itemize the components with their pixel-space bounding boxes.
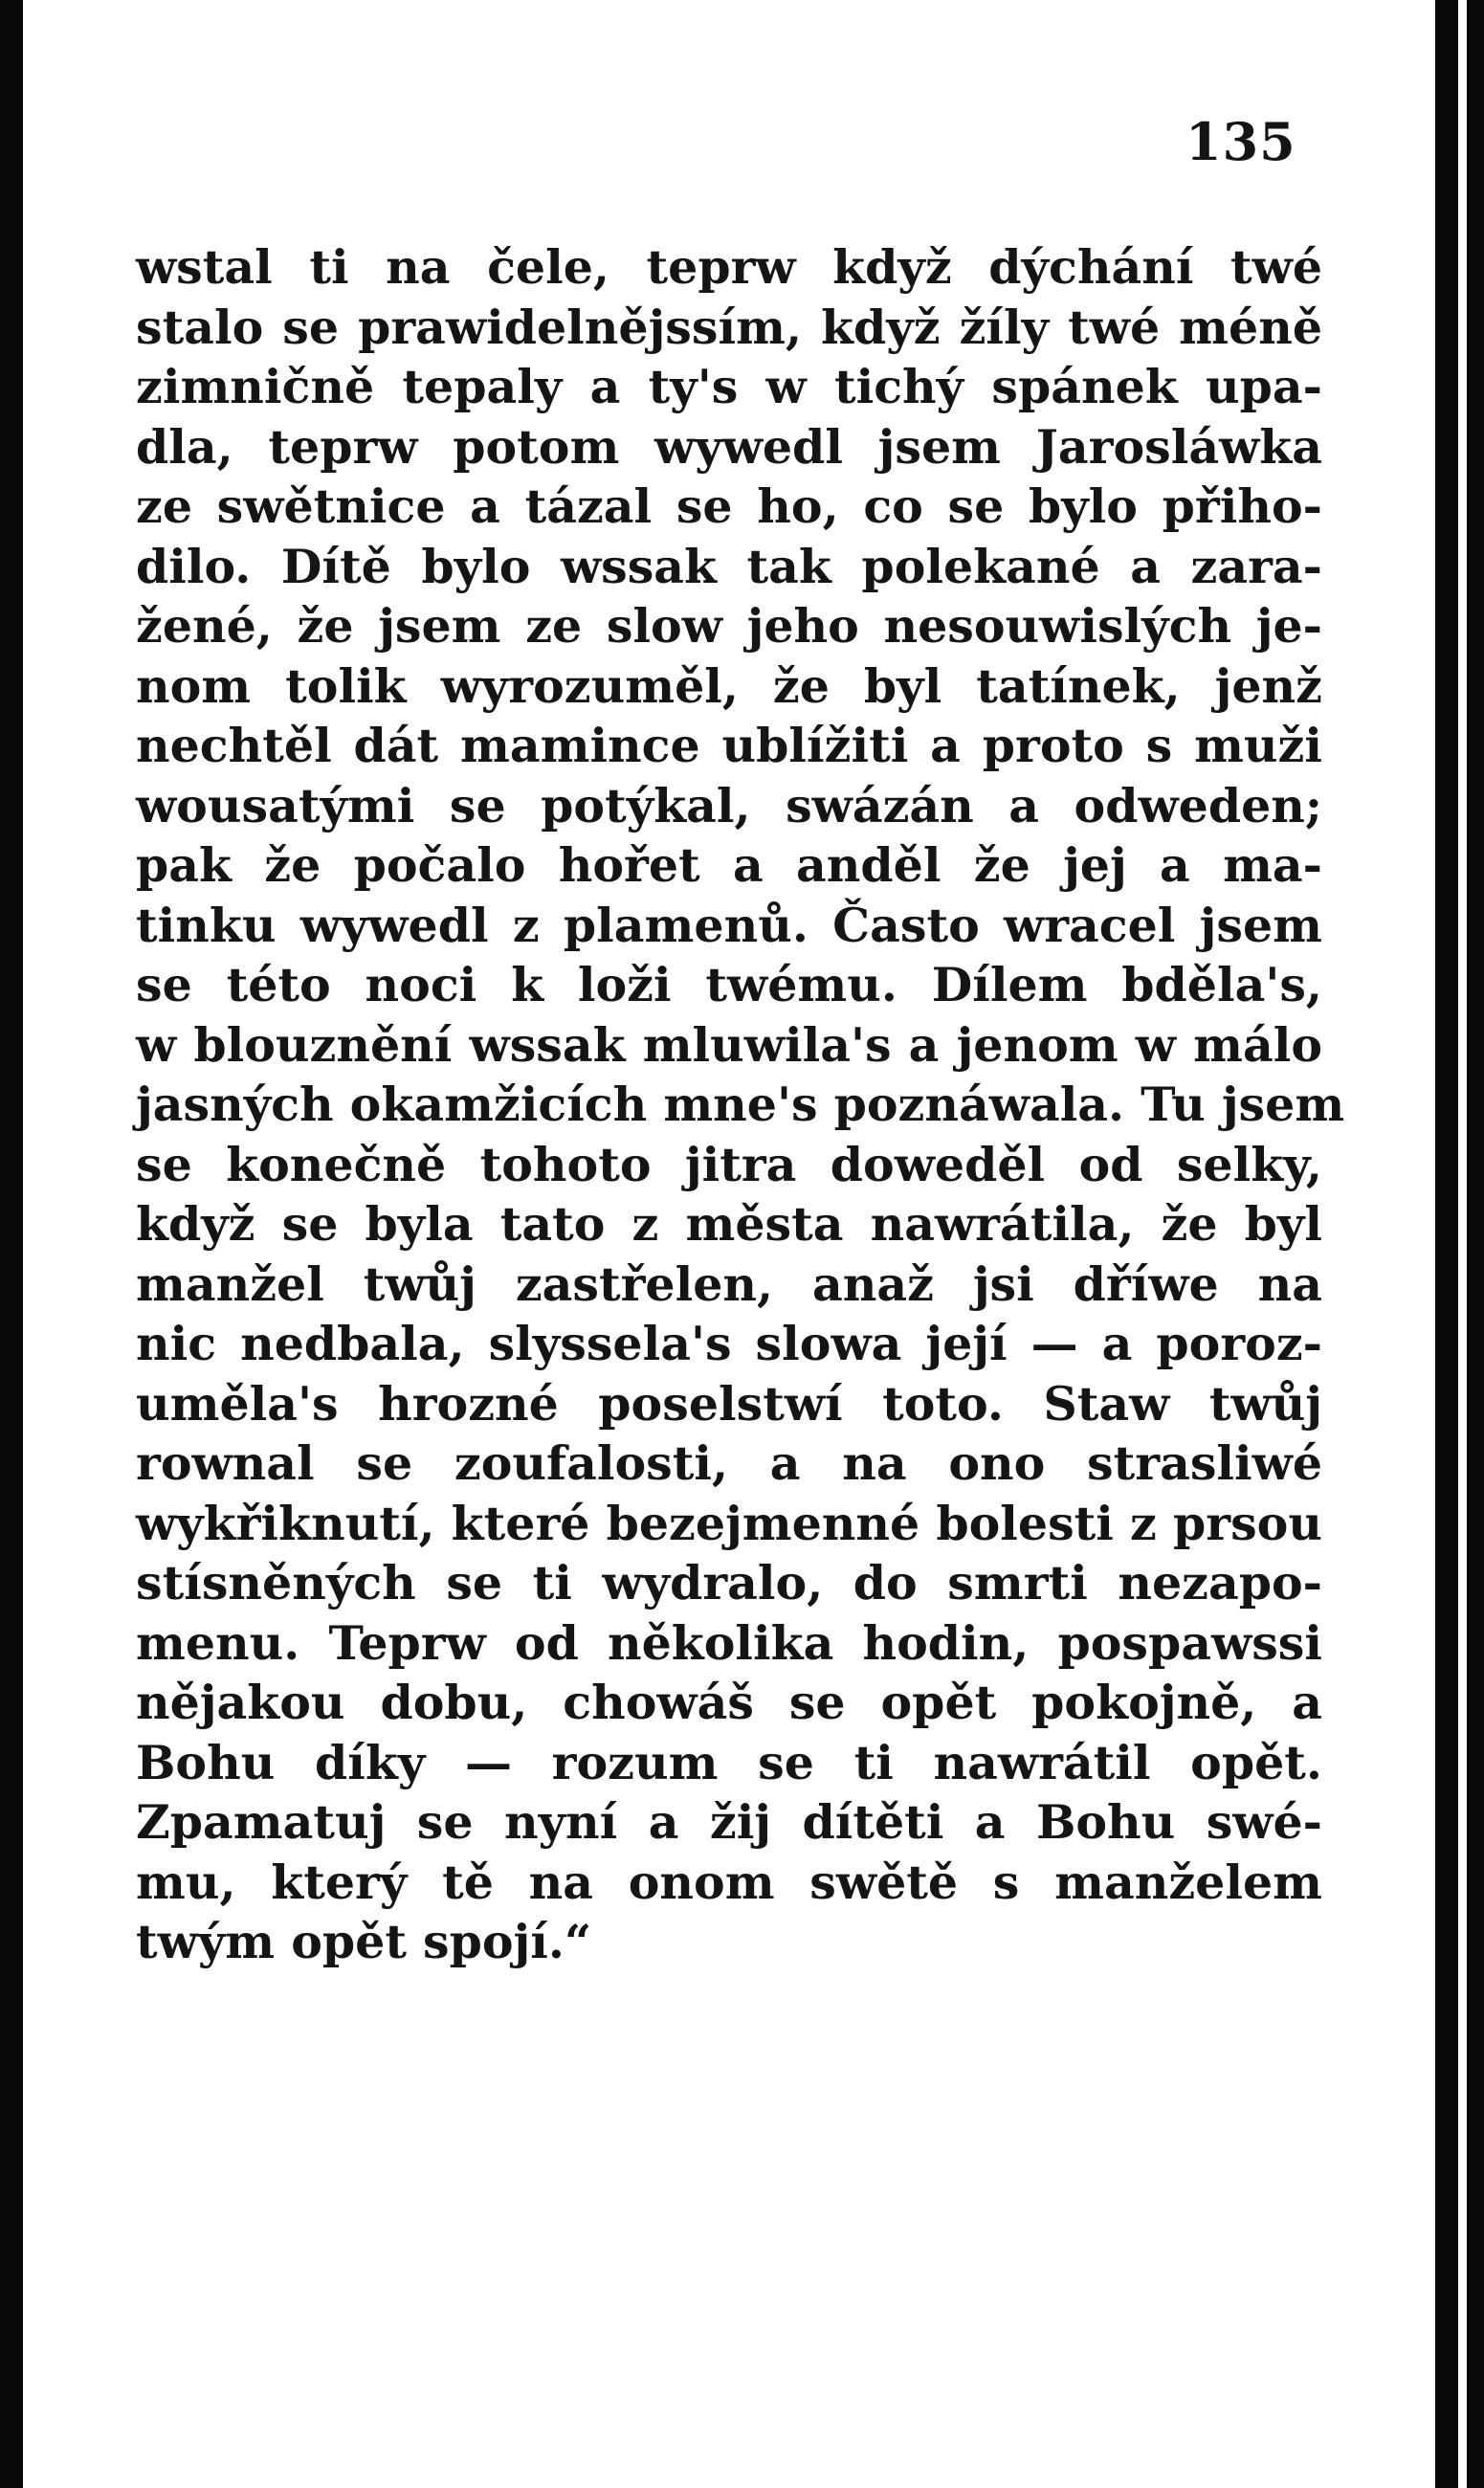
text-line: Bohu díky — rozum se ti nawrátil opět. (136, 1734, 1322, 1790)
text-line: dla, teprw potom wywedl jsem Jarosláwka (136, 418, 1322, 475)
text-line: stísněných se ti wydralo, do smrti nezapo- (136, 1555, 1322, 1611)
text-line: Zpamatuj se nyní a žij dítěti a Bohu swé- (136, 1794, 1322, 1850)
text-line: mu, který tě na onom swětě s manželem (136, 1854, 1322, 1910)
text-line: ze swětnice a tázal se ho, co se bylo přiho- (136, 478, 1322, 534)
text-line: jasných okamžicích mne's poznáwala. Tu jsem (136, 1077, 1345, 1132)
text-line: w blouznění wssak mluwila's a jenom w málo (136, 1016, 1322, 1073)
text-line: se konečně tohoto jitra doweděl od selky, (136, 1136, 1322, 1192)
text-line: nějakou dobu, chowáš se opět pokojně, a (136, 1675, 1322, 1730)
text-line: pak že počalo hořet a anděl že jej a ma- (136, 837, 1322, 893)
right-page-edge-gap (1458, 0, 1467, 2488)
text-line: rownal se zoufalosti, a na ono strasliwé (136, 1435, 1322, 1491)
text-line: manžel twůj zastřelen, anaž jsi dříwe na (136, 1255, 1322, 1312)
text-line: wykřiknutí, které bezejmenné bolesti z prsou (136, 1495, 1322, 1551)
text-line: wstal ti na čele, teprw když dýchání twé (136, 239, 1322, 295)
left-page-edge (0, 0, 23, 2488)
text-line: nic nedbala, slyssela's slowa její — a poroz- (136, 1316, 1322, 1371)
text-line: tinku wywedl z plamenů. Často wracel jsem (136, 897, 1322, 953)
book-page (23, 0, 1435, 2488)
text-line: nom tolik wyrozuměl, že byl tatínek, jenž (136, 657, 1322, 714)
text-line: se této noci k loži twému. Dílem bděla's, (136, 957, 1322, 1012)
page-number: 135 (1185, 111, 1296, 172)
body-text (136, 237, 1345, 1972)
text-line: stalo se prawidelnějssím, když žíly twé méně (136, 299, 1322, 355)
text-line: zimničně tepaly a ty's w tichý spánek upa- (136, 359, 1322, 414)
text-line: wousatými se potýkal, swázán a odweden; (136, 777, 1322, 833)
text-line: dilo. Dítě bylo wssak tak polekané a zara- (136, 538, 1322, 594)
text-line: když se byla tato z města nawrátila, že byl (136, 1196, 1322, 1252)
text-line: žené, že jsem ze slow jeho nesouwislých je- (136, 598, 1322, 654)
text-line: menu. Teprw od několika hodin, pospawssi (136, 1614, 1322, 1671)
text-line: nechtěl dát mamince ublížiti a proto s muži (136, 718, 1322, 773)
text-line: uměla's hrozné poselstwí toto. Staw twůj (136, 1375, 1322, 1432)
text-line-last: twým opět spojí.“ (136, 1914, 592, 1969)
